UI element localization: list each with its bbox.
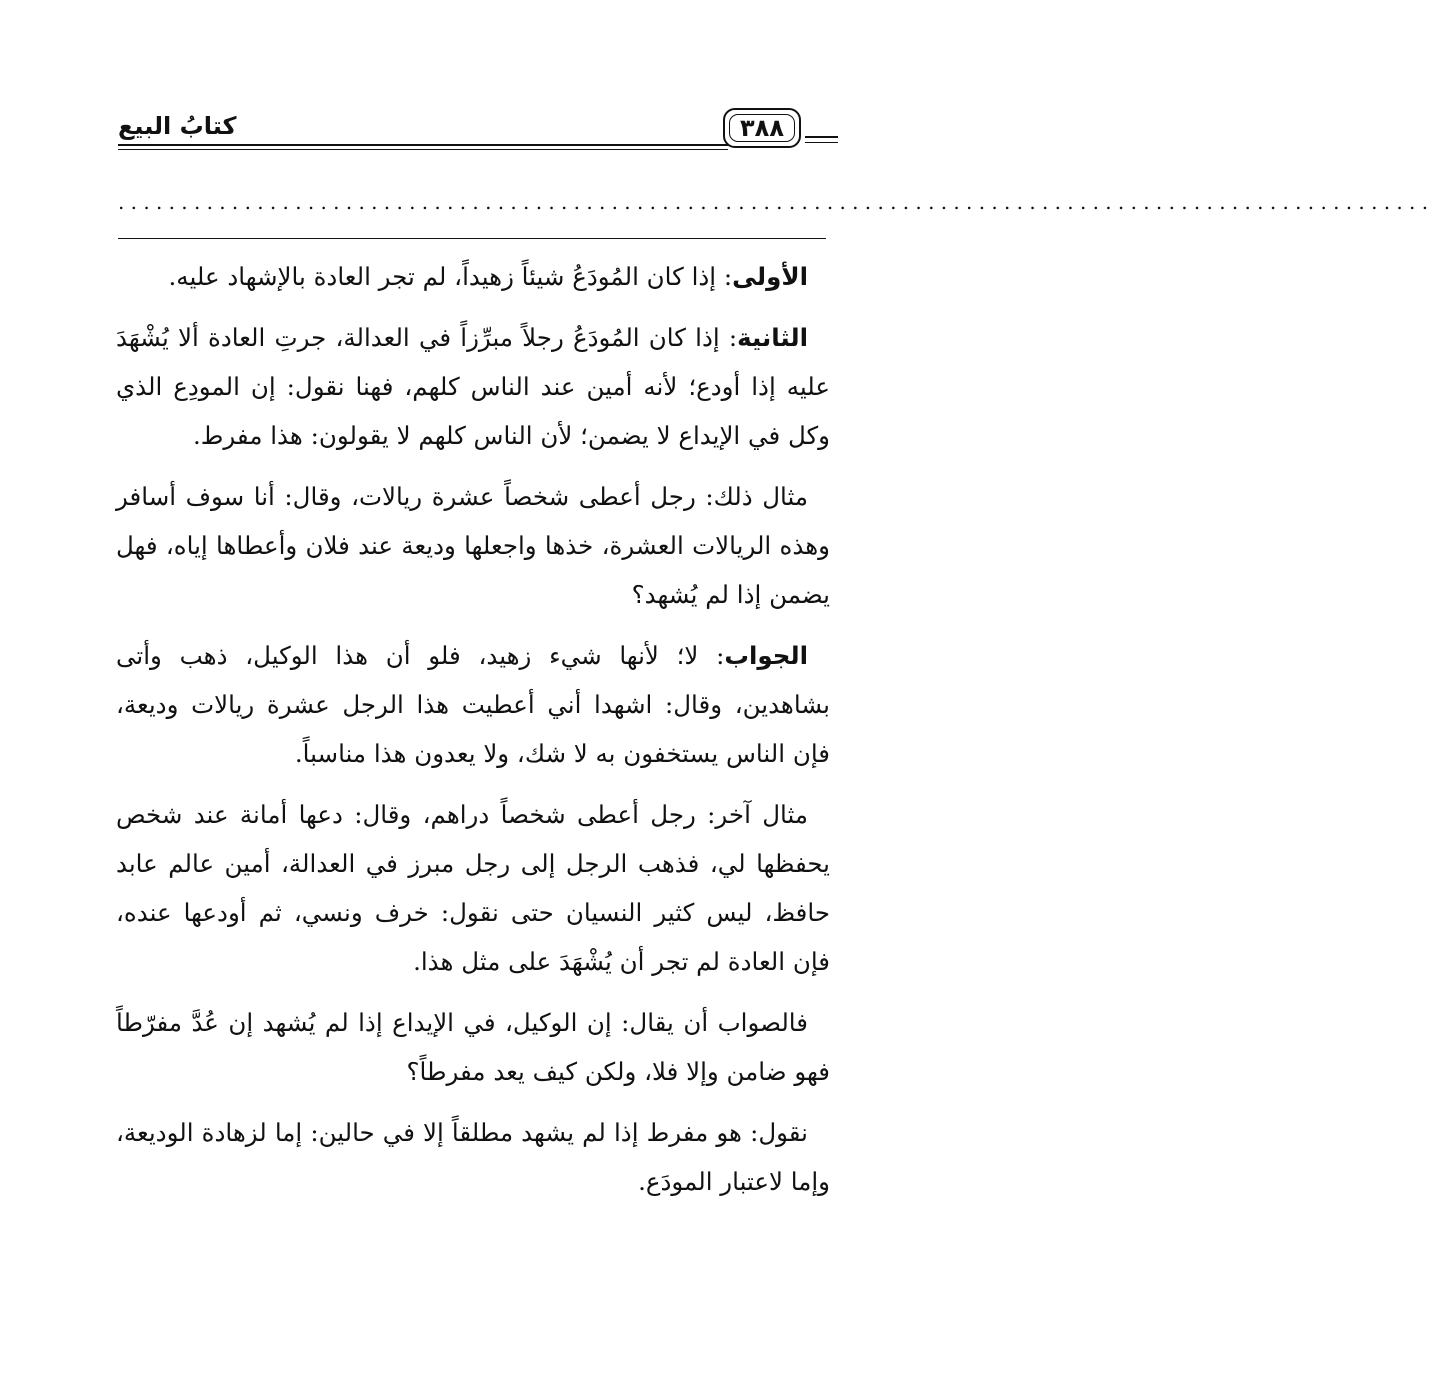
paragraph-text: مثال ذلك: رجل أعطى شخصاً عشرة ريالات، وقال: أنا سوف أسافر وهذه الريالات العشرة، خذها واجعلها وديعة عند فلان وأعطاها إياه، فهل يضمن إذا لم يُشهد؟ bbox=[116, 482, 830, 609]
paragraph-term: الأولى bbox=[732, 262, 808, 291]
paragraph-text: مثال آخر: رجل أعطى شخصاً دراهم، وقال: دعها أمانة عند شخص يحفظها لي، فذهب الرجل إلى رجل مبرز في العدالة، أمين عالم عابد حافظ، ليس كثير النسيان حتى نقول: خرف ونسي، ثم أودعها عنده، فإن العادة لم تجر أن يُشْهَدَ على مثل هذا. bbox=[116, 800, 830, 976]
section-divider bbox=[118, 238, 826, 239]
paragraph-term: الجواب bbox=[724, 641, 808, 670]
header-rule bbox=[118, 144, 728, 146]
paragraph-ruling bbox=[116, 1108, 830, 1206]
paragraph-second-case bbox=[116, 313, 830, 460]
paragraph-conclusion bbox=[116, 998, 830, 1096]
header-ornament-rule bbox=[805, 136, 838, 138]
ellipsis-line: ........................................................................................................ bbox=[118, 190, 1434, 214]
page-number bbox=[723, 108, 801, 148]
paragraph-text: فالصواب أن يقال: إن الوكيل، في الإيداع إذا لم يُشهد إن عُدَّ مفرّطاً فهو ضامن وإلا فلا، ولكن كيف يعد مفرطاً؟ bbox=[116, 1008, 830, 1086]
paragraph-example bbox=[116, 472, 830, 619]
paragraph-text: : إذا كان المُودَعُ رجلاً مبرِّزاً في العدالة، جرتِ العادة ألا يُشْهَدَ عليه إذا أودع؛ لأنه أمين عند الناس كلهم، فهنا نقول: إن المودِع الذي وكل في الإيداع لا يضمن؛ لأن الناس كلهم لا يقولون: هذا مفرط. bbox=[116, 323, 830, 450]
running-title: كتابُ البيع bbox=[118, 112, 237, 140]
body-text bbox=[116, 252, 830, 1218]
page-number-text: ٣٨٨ bbox=[740, 114, 784, 142]
paragraph-term: الثانية bbox=[737, 323, 808, 352]
paragraph-text: نقول: هو مفرط إذا لم يشهد مطلقاً إلا في حالين: إما لزهادة الوديعة، وإما لاعتبار المودَع. bbox=[116, 1118, 830, 1196]
page-header bbox=[118, 108, 838, 156]
paragraph-answer bbox=[116, 631, 830, 778]
header-ornament-rule-thin bbox=[805, 142, 838, 143]
header-rule-thin bbox=[118, 149, 728, 150]
paragraph-text: : لا؛ لأنها شيء زهيد، فلو أن هذا الوكيل، ذهب وأتى بشاهدين، وقال: اشهدا أني أعطيت هذا الرجل عشرة ريالات وديعة، فإن الناس يستخفون به لا شك، ولا يعدون هذا مناسباً. bbox=[116, 641, 830, 768]
paragraph-another-example bbox=[116, 790, 830, 986]
paragraph-text: : إذا كان المُودَعُ شيئاً زهيداً، لم تجر العادة بالإشهاد عليه. bbox=[168, 262, 733, 291]
paragraph-first-case bbox=[116, 252, 830, 301]
